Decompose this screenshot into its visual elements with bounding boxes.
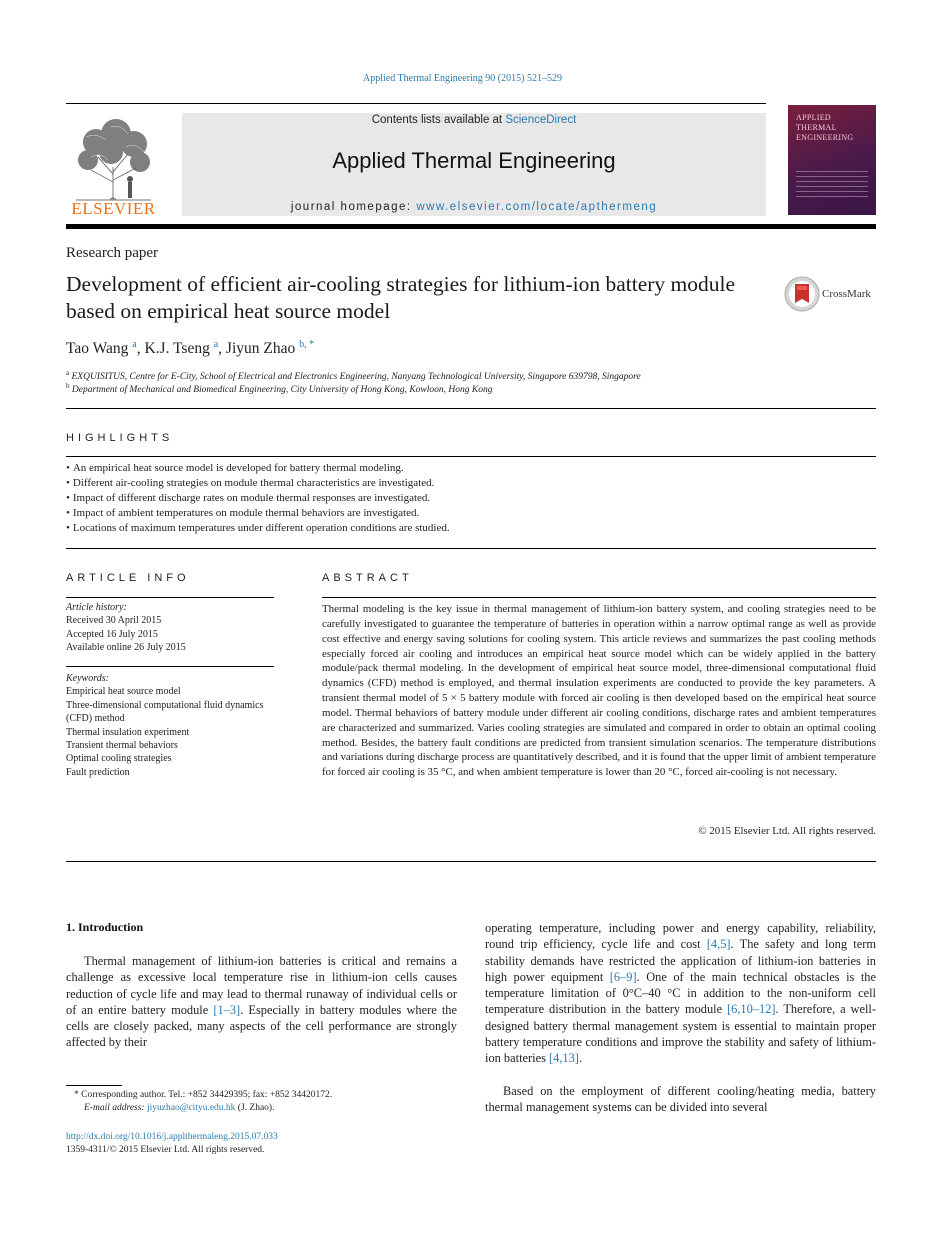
crossmark-badge[interactable] bbox=[784, 276, 880, 316]
keyword: Fault prediction bbox=[66, 766, 130, 778]
cover-title-line: ENGINEERING bbox=[796, 133, 854, 142]
received-date: Received 30 April 2015 bbox=[66, 615, 162, 627]
affiliation bbox=[66, 369, 641, 382]
author-name[interactable]: Jiyun Zhao bbox=[225, 340, 296, 358]
article-history bbox=[66, 601, 274, 655]
citation-link[interactable]: [6–9] bbox=[609, 969, 637, 984]
body-paragraph bbox=[66, 953, 457, 1051]
journal-cover-thumbnail[interactable] bbox=[788, 105, 876, 215]
contents-prefix: Contents lists available at bbox=[371, 114, 506, 126]
journal-reference[interactable]: Applied Thermal Engineering 90 (2015) 521–529 bbox=[363, 73, 562, 84]
section-rule bbox=[66, 548, 876, 549]
highlights-list bbox=[66, 461, 876, 536]
elsevier-wordmark: ELSEVIER bbox=[71, 199, 156, 218]
body-text-run: . One of the main technical obstacles is the temperature limitation of 0°C–40 °C in addition to the non-uniform cell temperature distribution in the battery module bbox=[485, 969, 877, 1017]
cover-title-line: THERMAL bbox=[796, 123, 837, 132]
highlight-item: • An empirical heat source model is developed for battery thermal modeling. bbox=[66, 461, 876, 476]
crossmark-icon bbox=[784, 276, 820, 312]
header-top-rule bbox=[66, 103, 766, 104]
email-note bbox=[84, 1103, 274, 1113]
citation-link[interactable]: [4,13] bbox=[549, 1051, 579, 1066]
section-rule bbox=[66, 861, 876, 862]
keyword: Empirical heat source model bbox=[66, 686, 181, 698]
article-type: Research paper bbox=[66, 245, 159, 261]
section-heading-introduction: 1. Introduction bbox=[66, 920, 144, 934]
section-rule bbox=[322, 597, 876, 598]
author-name[interactable]: K.J. Tseng bbox=[144, 340, 210, 358]
footnote-rule bbox=[66, 1085, 122, 1086]
online-date: Available online 26 July 2015 bbox=[66, 642, 186, 654]
copyright-notice: © 2015 Elsevier Ltd. All rights reserved. bbox=[698, 825, 876, 837]
section-rule bbox=[66, 456, 876, 457]
abstract-heading: ABSTRACT bbox=[322, 572, 413, 584]
email-suffix: (J. Zhao). bbox=[235, 1103, 275, 1113]
keyword: Optimal cooling strategies bbox=[66, 753, 172, 765]
author-list: Tao Wang $^a$, K.J. Tseng $^a$, Jiyun Zhao $^{b, *}$ bbox=[66, 339, 315, 358]
author-affiliation-mark[interactable]: a bbox=[132, 339, 137, 350]
corresponding-author-note: * Corresponding author. Tel.: +852 34429395; fax: +852 34420172. bbox=[74, 1090, 333, 1100]
history-label: Article history: bbox=[66, 602, 127, 613]
email-link[interactable]: jiyuzhao@cityu.edu.hk bbox=[146, 1103, 236, 1113]
abstract-text: Thermal modeling is the key issue in thermal management of lithium-ion battery system, and cooling strategies need to be carefully investigated to guarantee the temperature of batteries in operation within a narrow optimal range as well as provide cost effective and energy saving solutions for cooling system. This article reviews and summarizes the past cooling methods especially forced air cooling and introduces an empirical heat source model which can be widely applied in the battery module/pack thermal modeling. In the development of empirical heat source model, three-dimensional computational fluid dynamics (CFD) method is employed, and thermal insulation experiments are conducted to provide the key parameters. A transient thermal model of 5 × 5 battery module with forced air cooling is then developed based on the empirical heat source model. Thermal behaviors of battery module under different air cooling conditions, discharge rates and ambient temperatures are characterized and summarized. Varies cooling strategies are simulated and compared in order to obtain an optimal cooling method. Besides, the battery fault conditions are predicted from transient simulation scenarios. The temperature distributions and variations during discharge process are quantitatively described, and it is found that the upper limit of ambient temperature for forced air cooling is 35 °C, and when ambient temperature is lower than 20 °C, forced air-cooling is not necessary. bbox=[322, 603, 876, 779]
header-thick-rule bbox=[66, 224, 876, 229]
body-text-run: . Therefore, a well-designed battery thermal management system is essential to maintain proper battery temperature conditions and improve the stability and safety of lithium-ion batteries bbox=[485, 1002, 876, 1066]
keyword: Three-dimensional computational fluid dynamics (CFD) method bbox=[66, 699, 264, 725]
citation-link[interactable]: [1–3] bbox=[213, 1002, 241, 1017]
accepted-date: Accepted 16 July 2015 bbox=[66, 628, 158, 640]
affiliation-text: Department of Mechanical and Biomedical Engineering, City University of Hong Kong, Kowloon, Hong Kong bbox=[71, 385, 493, 396]
author-affiliation-mark[interactable]: b, * bbox=[299, 339, 315, 350]
citation-link[interactable]: [6,10–12] bbox=[727, 1002, 776, 1017]
crossmark-label: CrossMark bbox=[822, 288, 871, 300]
journal-homepage-link[interactable]: www.elsevier.com/locate/apthermeng bbox=[416, 201, 658, 213]
body-text-run: . bbox=[578, 1051, 583, 1066]
citation-link[interactable]: [4,5] bbox=[706, 937, 731, 952]
keywords-label: Keywords: bbox=[66, 673, 109, 684]
highlight-item: • Impact of ambient temperatures on module thermal behaviors are investigated. bbox=[66, 506, 876, 521]
body-paragraph: Based on the employment of different cooling/heating media, battery thermal management systems can be divided into several bbox=[485, 1084, 876, 1115]
cover-title bbox=[796, 113, 854, 143]
body-paragraph bbox=[485, 920, 876, 1067]
journal-title: Applied Thermal Engineering bbox=[332, 148, 616, 173]
cover-title-line: APPLIED bbox=[796, 113, 831, 122]
author-affiliation-mark[interactable]: a bbox=[213, 339, 219, 350]
highlight-item: • Different air-cooling strategies on module thermal characteristics are investigated. bbox=[66, 476, 876, 491]
section-rule bbox=[66, 408, 876, 409]
section-rule bbox=[66, 666, 274, 667]
article-title: Development of efficient air-cooling strategies for lithium-ion battery module based on empirical heat source model bbox=[66, 272, 736, 323]
cover-decoration bbox=[796, 171, 868, 201]
section-rule bbox=[66, 597, 274, 598]
doi-link[interactable]: http://dx.doi.org/10.1016/j.applthermaleng.2015.07.033 bbox=[66, 1132, 278, 1142]
body-text-run: . Especially in battery modules where the cells are closely packed, many aspects of the cell performance are strongly affected by their bbox=[66, 1002, 457, 1050]
keyword: Transient thermal behaviors bbox=[66, 740, 178, 752]
journal-homepage-line bbox=[182, 201, 766, 213]
homepage-prefix: journal homepage: bbox=[290, 201, 417, 213]
article-info-heading: ARTICLE INFO bbox=[66, 572, 190, 584]
email-label: E-mail address: bbox=[84, 1103, 147, 1113]
body-text-run: Thermal management of lithium-ion batteries is critical and remains a challenge as excessive local temperature rise in lithium-ion cells causes reduction of cycle life and may lead to thermal runaway of individual cells or of an entire battery module bbox=[66, 954, 457, 1017]
keywords-block bbox=[66, 672, 274, 779]
keyword: Thermal insulation experiment bbox=[66, 726, 190, 738]
body-text-run: . The safety and long term stability demands have restricted the application of lithium-ion batteries in high power equipment bbox=[485, 937, 876, 984]
affiliation bbox=[66, 382, 492, 395]
body-text-run: operating temperature, including power and energy capability, reliability, round trip efficiency, cycle life and cost bbox=[485, 921, 876, 952]
contents-available-line bbox=[182, 114, 766, 126]
issn-line: 1359-4311/© 2015 Elsevier Ltd. All rights reserved. bbox=[66, 1145, 265, 1155]
highlights-heading: HIGHLIGHTS bbox=[66, 432, 174, 444]
affiliation-mark: a bbox=[66, 369, 70, 377]
affiliation-text: EXQUISITUS, Centre for E-City, School of Electrical and Electronics Engineering, Nanyang Technological University, Singapore 639798, Singapore bbox=[71, 372, 641, 383]
affiliation-mark: b bbox=[66, 382, 70, 390]
highlight-item: • Locations of maximum temperatures under different operation conditions are studied. bbox=[66, 521, 876, 536]
sciencedirect-link[interactable]: ScienceDirect bbox=[505, 114, 577, 126]
highlight-item: • Impact of different discharge rates on module thermal responses are investigated. bbox=[66, 491, 876, 506]
author-name[interactable]: Tao Wang bbox=[66, 340, 129, 358]
